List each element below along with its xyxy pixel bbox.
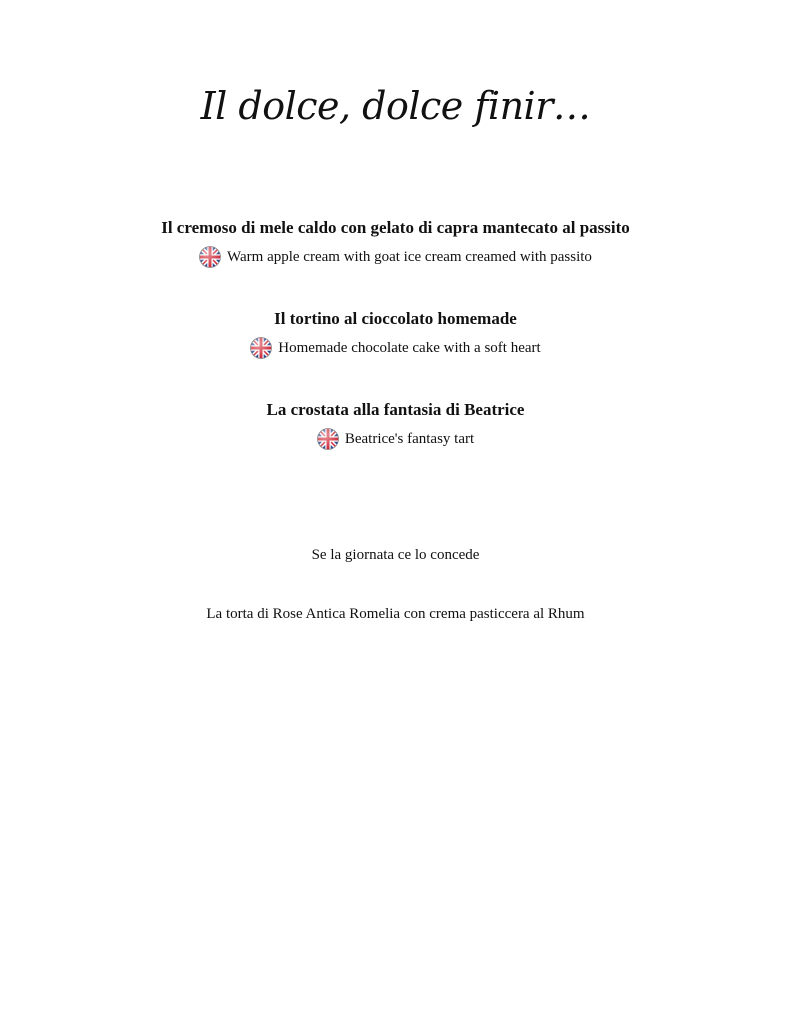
uk-flag-icon bbox=[199, 246, 221, 268]
menu-title: Il dolce, dolce finir… bbox=[200, 84, 591, 128]
dish-translation bbox=[0, 246, 791, 268]
dish-name-italian: La crostata alla fantasia di Beatrice bbox=[266, 400, 525, 419]
dish-translation bbox=[0, 337, 791, 359]
dish-item bbox=[0, 399, 791, 450]
dish-item bbox=[0, 217, 791, 268]
dish-name-english: Beatrice's fantasy tart bbox=[344, 431, 475, 447]
dish-name-italian: Il cremoso di mele caldo con gelato di capra mantecato al passito bbox=[161, 218, 630, 237]
uk-flag-icon bbox=[317, 428, 339, 450]
dish-item bbox=[0, 308, 791, 359]
dish-name-english: Warm apple cream with goat ice cream creamed with passito bbox=[227, 249, 592, 265]
special-note: Se la giornata ce lo concede bbox=[311, 547, 480, 563]
dish-name-english: Homemade chocolate cake with a soft heart bbox=[278, 340, 541, 356]
special-dish: La torta di Rose Antica Romelia con crema pasticcera al Rhum bbox=[206, 606, 585, 622]
uk-flag-icon bbox=[250, 337, 272, 359]
dish-translation bbox=[0, 428, 791, 450]
dish-name-italian: Il tortino al cioccolato homemade bbox=[274, 309, 517, 328]
